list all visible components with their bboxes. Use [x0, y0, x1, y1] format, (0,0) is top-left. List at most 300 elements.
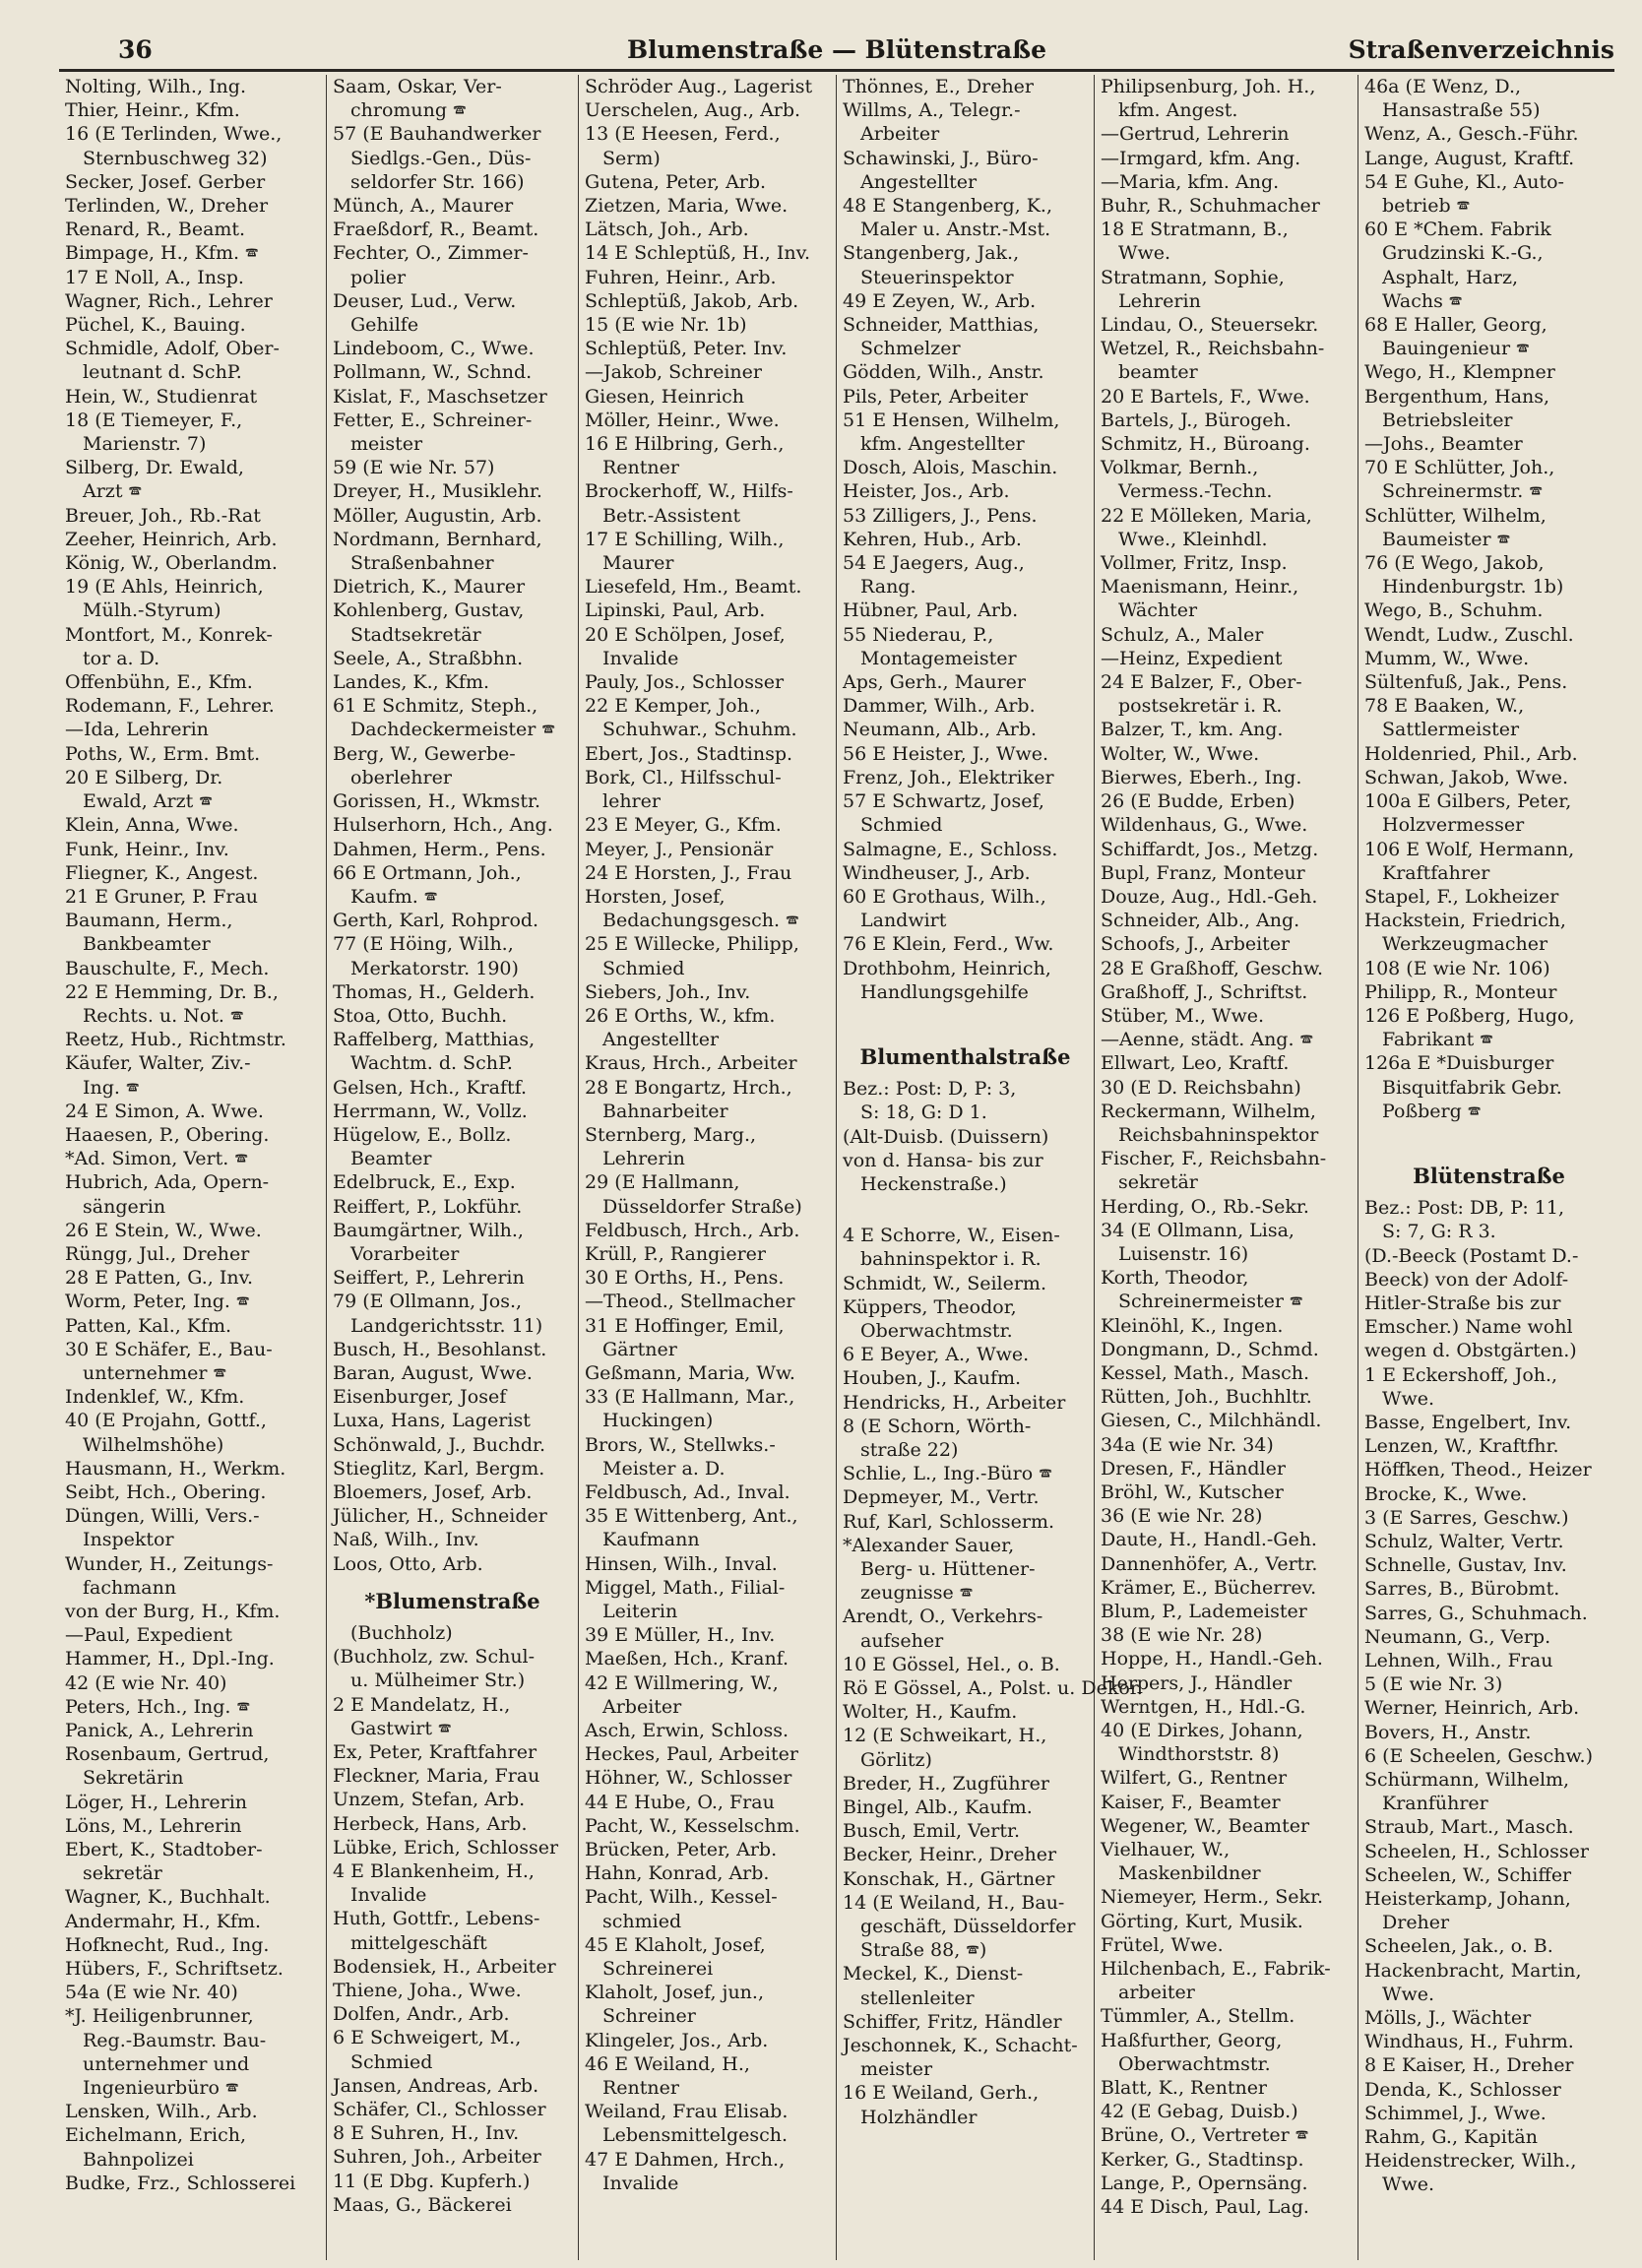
directory-entry: 60 E *Chem. Fabrik — [1364, 219, 1551, 241]
directory-entry: Montfort, M., Konrek- — [65, 623, 273, 646]
directory-entry: Loos, Otto, Arb. — [333, 1552, 483, 1575]
entry-continuation: Baumeister 🕿 — [1382, 528, 1511, 550]
directory-entry: Lange, August, Kraftf. — [1364, 147, 1575, 169]
directory-entry: 16 E Weiland, Gerh., — [843, 2082, 1040, 2105]
directory-entry: Seiffert, P., Lehrerin — [333, 1267, 525, 1290]
entry-continuation: Oberwachtmstr. — [1118, 2052, 1271, 2075]
entry-continuation: Bahnarbeiter — [602, 1100, 728, 1122]
directory-entry: —Irmgard, kfm. Ang. — [1101, 147, 1301, 169]
directory-entry: Asch, Erwin, Schloss. — [585, 1720, 789, 1742]
directory-entry: Thönnes, E., Dreher — [843, 76, 1035, 97]
entry-continuation: Bankbeamter — [83, 933, 211, 956]
entry-continuation: Invalide — [350, 1884, 427, 1907]
directory-entry: Huth, Gottfr., Lebens- — [333, 1908, 540, 1930]
directory-entry: Schawinski, J., Büro- — [843, 147, 1039, 169]
street-heading: Blütenstraße — [1413, 1163, 1565, 1188]
directory-entry: Hackstein, Friedrich, — [1364, 910, 1566, 932]
entry-continuation: Heckenstraße.) — [860, 1172, 1007, 1195]
directory-entry: Klein, Anna, Wwe. — [65, 814, 239, 837]
directory-entry: Wego, B., Schuhm. — [1364, 599, 1544, 622]
directory-entry: 31 E Hoffinger, Emil, — [585, 1314, 785, 1337]
directory-entry: Naß, Wilh., Inv. — [333, 1529, 479, 1551]
directory-entry: Neumann, Alb., Arb. — [843, 719, 1038, 741]
directory-entry: Kehren, Hub., Arb. — [843, 528, 1022, 550]
directory-entry: Herbeck, Hans, Arb. — [333, 1812, 528, 1835]
directory-entry: Daute, H., Handl.-Geh. — [1101, 1529, 1317, 1551]
directory-entry: Schimmel, J., Wwe. — [1364, 2102, 1547, 2124]
entry-continuation: Holzhändler — [860, 2106, 978, 2128]
directory-entry: Pacht, Wilh., Kessel- — [585, 1886, 778, 1909]
directory-entry: Herpers, J., Händler — [1101, 1671, 1293, 1694]
entry-continuation: Wwe. — [1118, 242, 1171, 265]
directory-entry: 12 (E Schweikart, H., — [843, 1725, 1047, 1747]
directory-entry: 17 E Noll, A., Insp. — [65, 266, 244, 288]
directory-entry: Vielhauer, W., — [1101, 1839, 1231, 1861]
directory-entry: Gutena, Peter, Arb. — [585, 170, 767, 193]
entry-continuation: Landwirt — [860, 910, 947, 932]
directory-entry: 20 E Silberg, Dr. — [65, 766, 223, 788]
directory-entry: 44 E Hube, O., Frau — [585, 1791, 775, 1813]
directory-entry: 14 E Schleptüß, H., Inv. — [585, 242, 811, 265]
directory-entry: 38 (E wie Nr. 28) — [1101, 1624, 1263, 1647]
directory-entry: Worm, Peter, Ing. 🕿 — [65, 1291, 250, 1313]
directory-entry: 30 E Orths, H., Pens. — [585, 1267, 785, 1290]
entry-continuation: Gehilfe — [350, 314, 419, 337]
entry-continuation: Wwe. — [1382, 1387, 1435, 1410]
directory-entry: Bloemers, Josef, Arb. — [333, 1480, 533, 1503]
entry-continuation: Siedlgs.-Gen., Düs- — [350, 147, 532, 169]
directory-entry: 24 E Horsten, J., Frau — [585, 861, 792, 884]
directory-entry: Fleckner, Maria, Frau — [333, 1765, 540, 1788]
directory-entry: Küppers, Theodor, — [843, 1295, 1017, 1318]
directory-entry: Giesen, Heinrich — [585, 385, 744, 408]
directory-entry: Straub, Mart., Masch. — [1364, 1816, 1574, 1839]
directory-entry: 1 E Eckershoff, Joh., — [1364, 1363, 1558, 1386]
directory-entry: Hügelow, E., Bollz. — [333, 1123, 512, 1146]
entry-continuation: Schuhwar., Schuhm. — [602, 719, 797, 741]
directory-entry: Bierwes, Eberh., Ing. — [1101, 766, 1302, 788]
directory-entry: Gerth, Karl, Rohprod. — [333, 910, 539, 932]
entry-continuation: sängerin — [83, 1195, 166, 1218]
directory-entry: *Alexander Sauer, — [843, 1534, 1015, 1556]
directory-entry: Schmitz, H., Büroang. — [1101, 433, 1310, 456]
directory-entry: Schnelle, Gustav, Inv. — [1364, 1554, 1567, 1577]
entry-continuation: Marienstr. 7) — [83, 433, 207, 456]
spacer — [1364, 1123, 1613, 1151]
directory-entry: Wendt, Ludw., Zuschl. — [1364, 623, 1574, 646]
entry-continuation: Wwe., Kleinhdl. — [1118, 528, 1268, 550]
directory-entry: 22 E Kemper, Joh., — [585, 695, 761, 718]
directory-entry: Feldbusch, Hrch., Arb. — [585, 1219, 800, 1241]
directory-entry: Hübner, Paul, Arb. — [843, 599, 1019, 622]
directory-entry: Kislat, F., Maschsetzer — [333, 385, 547, 408]
directory-entry: Peters, Hch., Ing. 🕿 — [65, 1695, 251, 1718]
directory-entry: Wetzel, R., Reichsbahn- — [1101, 338, 1325, 360]
directory-entry: Bimpage, H., Kfm. 🕿 — [65, 242, 259, 265]
column-3 — [579, 75, 837, 2260]
directory-entry: —Jakob, Schreiner — [585, 361, 762, 384]
directory-entry: Thiene, Joha., Wwe. — [333, 1980, 522, 2002]
directory-entry: Kessel, Math., Masch. — [1101, 1361, 1310, 1384]
entry-continuation: oberlehrer — [350, 766, 452, 788]
entry-continuation: seldorfer Str. 166) — [350, 170, 525, 193]
directory-entry: Heisterkamp, Johann, — [1364, 1888, 1571, 1911]
entry-continuation: Invalide — [602, 647, 679, 669]
directory-entry: Fliegner, K., Angest. — [65, 861, 259, 884]
entry-continuation: polier — [350, 266, 407, 288]
directory-entry: Bez.: Post: DB, P: 11, — [1364, 1197, 1565, 1220]
directory-entry: 44 E Disch, Paul, Lag. — [1101, 2196, 1309, 2219]
directory-entry: —Ida, Lehrerin — [65, 719, 209, 741]
entry-continuation: Ingenieurbüro 🕿 — [83, 2077, 239, 2100]
entry-continuation: bahninspektor i. R. — [860, 1248, 1042, 1271]
directory-entry: 54 E Jaegers, Aug., — [843, 552, 1025, 575]
directory-entry: Denda, K., Schlosser — [1364, 2078, 1561, 2101]
directory-entry: Patten, Kal., Kfm. — [65, 1314, 232, 1337]
directory-entry: Sarres, G., Schuhmach. — [1364, 1602, 1588, 1624]
entry-continuation: kfm. Angestellter — [860, 433, 1025, 456]
directory-entry: Feldbusch, Ad., Inval. — [585, 1480, 790, 1503]
directory-entry: Raffelberg, Matthias, — [333, 1029, 536, 1051]
directory-entry: Düngen, Willi, Vers.- — [65, 1505, 260, 1528]
entry-continuation: Wwe. — [1382, 2174, 1435, 2196]
directory-entry: (Alt-Duisb. (Duissern) — [843, 1125, 1049, 1148]
directory-entry: —Theod., Stellmacher — [585, 1291, 795, 1313]
directory-entry: Ebert, Jos., Stadtinsp. — [585, 742, 793, 765]
directory-entry: 35 E Wittenberg, Ant., — [585, 1505, 798, 1528]
directory-entry: Dahmen, Herm., Pens. — [333, 838, 546, 860]
directory-entry: Wildenhaus, G., Wwe. — [1101, 814, 1308, 837]
directory-entry: Giesen, C., Milchhändl. — [1101, 1410, 1322, 1432]
directory-entry: Douze, Aug., Hdl.-Geh. — [1101, 885, 1318, 908]
directory-entry: Schönwald, J., Buchdr. — [333, 1433, 546, 1456]
entry-continuation: Schreiner — [602, 2005, 696, 2028]
entry-continuation: Dreher — [1382, 1912, 1450, 1934]
directory-entry: Dammer, Wilh., Arb. — [843, 695, 1036, 718]
entry-continuation: Wachs 🕿 — [1382, 289, 1463, 312]
directory-entry: *Ad. Simon, Vert. 🕿 — [65, 1148, 248, 1170]
directory-entry: Brüne, O., Vertreter 🕿 — [1101, 2124, 1309, 2147]
directory-entry: 33 (E Hallmann, Mar., — [585, 1386, 795, 1409]
directory-entry: Hackenbracht, Martin, — [1364, 1959, 1582, 1982]
directory-entry: Meyer, J., Pensionär — [585, 838, 774, 860]
directory-entry: Weiland, Frau Elisab. — [585, 2101, 789, 2123]
directory-entry: Mölls, J., Wächter — [1364, 2007, 1532, 2030]
directory-entry: Herding, O., Rb.-Sekr. — [1101, 1195, 1309, 1218]
entry-continuation: unternehmer 🕿 — [83, 1361, 227, 1384]
directory-entry: Fischer, F., Reichsbahn- — [1101, 1148, 1327, 1170]
street-heading: Blumenthalstraße — [859, 1043, 1071, 1069]
directory-entry: Höffken, Theod., Heizer — [1364, 1459, 1592, 1481]
directory-entry: Rüngg, Jul., Dreher — [65, 1242, 250, 1265]
directory-entry: 29 (E Hallmann, — [585, 1171, 740, 1194]
entry-continuation: Montagemeister — [860, 647, 1017, 669]
directory-entry: Hilchenbach, E., Fabrik- — [1101, 1958, 1331, 1981]
directory-entry: Fechter, O., Zimmer- — [333, 242, 529, 265]
directory-entry: Bingel, Alb., Kaufm. — [843, 1796, 1033, 1819]
entry-continuation: Lebensmittelgesch. — [602, 2124, 789, 2147]
directory-entry: Busch, H., Besohlanst. — [333, 1338, 547, 1360]
directory-entry: Fraeßdorf, R., Beamt. — [333, 219, 539, 241]
directory-entry: 45 E Klaholt, Josef, — [585, 1933, 766, 1956]
entry-continuation: Oberwachtmstr. — [860, 1319, 1013, 1342]
directory-entry: 57 E Schwartz, Josef, — [843, 790, 1044, 813]
entry-continuation: Bedachungsgesch. 🕿 — [602, 910, 799, 932]
entry-continuation: Landgerichtsstr. 11) — [350, 1314, 543, 1337]
entry-continuation: Asphalt, Harz, — [1382, 266, 1519, 288]
entry-continuation: Wachtm. d. SchP. — [350, 1052, 513, 1075]
directory-entry: Hendricks, H., Arbeiter — [843, 1391, 1066, 1414]
directory-entry: Gelsen, Hch., Kraftf. — [333, 1076, 528, 1099]
directory-entry: von d. Hansa- bis zur — [843, 1149, 1043, 1171]
directory-entry: Herrmann, W., Vollz. — [333, 1100, 528, 1122]
directory-entry: 76 (E Wego, Jakob, — [1364, 552, 1545, 575]
directory-entry: 15 (E wie Nr. 1b) — [585, 314, 747, 337]
directory-entry: Pacht, W., Kesselschm. — [585, 1814, 800, 1837]
entry-continuation: Reichsbahninspektor — [1118, 1123, 1319, 1146]
directory-entry: Wolter, W., Wwe. — [1101, 742, 1260, 765]
directory-entry: 49 E Zeyen, W., Arb. — [843, 289, 1037, 312]
entry-continuation: Kaufm. 🕿 — [350, 885, 438, 908]
directory-entry: Wunder, H., Zeitungs- — [65, 1552, 274, 1575]
directory-entry: 42 (E Gebag, Duisb.) — [1101, 2101, 1298, 2123]
directory-entry: *J. Heiligenbrunner, — [65, 2005, 254, 2028]
column-4 — [837, 75, 1143, 2260]
directory-entry: Pils, Peter, Arbeiter — [843, 385, 1029, 408]
entry-continuation: unternehmer und — [83, 2052, 250, 2075]
directory-entry: Horsten, Josef, — [585, 885, 726, 908]
entry-continuation: tor a. D. — [83, 647, 160, 669]
directory-entry: Hofknecht, Rud., Ing. — [65, 1933, 270, 1956]
directory-entry: Geßmann, Maria, Ww. — [585, 1361, 795, 1384]
directory-entry: 18 E Stratmann, B., — [1101, 219, 1289, 241]
directory-entry: Lindeboom, C., Wwe. — [333, 338, 535, 360]
directory-entry: Baumann, Herm., — [65, 910, 233, 932]
directory-entry: Schlie, L., Ing.-Büro 🕿 — [843, 1463, 1052, 1485]
directory-entry: Gödden, Wilh., Anstr. — [843, 361, 1044, 384]
entry-continuation: Luisenstr. 16) — [1118, 1242, 1249, 1265]
directory-entry: 42 E Willmering, W., — [585, 1671, 779, 1694]
directory-entry: Bartels, J., Bürogeh. — [1101, 409, 1292, 431]
directory-entry: Landes, K., Kfm. — [333, 671, 490, 694]
entry-continuation: Rang. — [860, 576, 916, 598]
directory-entry: Secker, Josef. Gerber — [65, 170, 266, 193]
entry-continuation: stellenleiter — [860, 1986, 975, 2009]
directory-entry: Bergenthum, Hans, — [1364, 385, 1550, 408]
page-number: 36 — [118, 35, 153, 64]
directory-entry: 8 E Suhren, H., Inv. — [333, 2122, 520, 2145]
directory-entry: 53 Zilligers, J., Pens. — [843, 504, 1038, 527]
directory-entry: 34 (E Ollmann, Lisa, — [1101, 1219, 1295, 1241]
entry-continuation: Lehrerin — [1118, 289, 1201, 312]
directory-entry: Maenismann, Heinr., — [1101, 576, 1299, 598]
directory-entry: Löns, M., Lehrerin — [65, 1814, 242, 1837]
directory-entry: Schneider, Matthias, — [843, 314, 1040, 337]
entry-continuation: u. Mülheimer Str.) — [350, 1670, 526, 1692]
directory-entry: —Johs., Beamter — [1364, 433, 1523, 456]
directory-entry: 42 (E wie Nr. 40) — [65, 1671, 227, 1694]
entry-continuation: Schmied — [350, 2050, 433, 2073]
directory-entry: Stangenberg, Jak., — [843, 242, 1020, 265]
directory-entry: Bröhl, W., Kutscher — [1101, 1480, 1284, 1503]
directory-entry: Seele, A., Straßbhn. — [333, 647, 524, 669]
entry-continuation: Düsseldorfer Straße) — [602, 1195, 802, 1218]
directory-entry: 26 E Stein, W., Wwe. — [65, 1219, 262, 1241]
entry-continuation: Beamter — [350, 1148, 432, 1170]
directory-entry: Fuhren, Heinr., Arb. — [585, 266, 777, 288]
directory-entry: Jansen, Andreas, Arb. — [333, 2074, 539, 2097]
directory-entry: Ellwart, Leo, Kraftf. — [1101, 1052, 1290, 1075]
directory-entry: Budke, Frz., Schlosserei — [65, 2172, 296, 2194]
directory-entry: Basse, Engelbert, Inv. — [1364, 1411, 1572, 1433]
entry-continuation: Invalide — [602, 2172, 679, 2194]
directory-entry: 14 (E Weiland, H., Bau- — [843, 1891, 1065, 1914]
directory-entry: Lindau, O., Steuersekr. — [1101, 314, 1319, 337]
directory-entry: Poths, W., Erm. Bmt. — [65, 742, 261, 765]
entry-continuation: postsekretär i. R. — [1118, 695, 1283, 718]
directory-entry: Lensken, Wilh., Arb. — [65, 2101, 258, 2123]
directory-entry: 59 (E wie Nr. 57) — [333, 457, 495, 479]
entry-continuation: Straßenbahner — [350, 552, 494, 575]
directory-entry: Käufer, Walter, Ziv.- — [65, 1052, 251, 1075]
entry-continuation: Rentner — [602, 2077, 679, 2100]
directory-entry: Wilfert, G., Rentner — [1101, 1767, 1288, 1790]
directory-entry: Heister, Jos., Arb. — [843, 480, 1010, 503]
entry-continuation: Stadtsekretär — [350, 623, 481, 646]
directory-entry: Schmidt, W., Seilerm. — [843, 1272, 1046, 1294]
directory-entry: Schneider, Alb., Ang. — [1101, 910, 1300, 932]
directory-entry: 28 E Patten, G., Inv. — [65, 1267, 254, 1290]
directory-entry: Hammer, H., Dpl.-Ing. — [65, 1648, 275, 1670]
directory-entry: Kleinöhl, K., Ingen. — [1101, 1314, 1284, 1337]
entry-continuation: Sekretärin — [83, 1767, 184, 1790]
directory-entry: Schröder Aug., Lagerist — [585, 76, 813, 97]
directory-entry: Deuser, Lud., Verw. — [333, 289, 517, 312]
directory-entry: Bovers, H., Anstr. — [1364, 1721, 1532, 1743]
directory-entry: Pollmann, W., Schnd. — [333, 361, 533, 384]
directory-entry: Ebert, K., Stadtober- — [65, 1839, 263, 1861]
entry-continuation: Schmied — [860, 814, 943, 837]
directory-entry: Brockerhoff, W., Hilfs- — [585, 480, 793, 503]
directory-entry: Thomas, H., Gelderh. — [333, 980, 536, 1003]
directory-entry: Wagner, K., Buchhalt. — [65, 1886, 271, 1909]
directory-entry: 5 (E wie Nr. 3) — [1364, 1673, 1503, 1696]
entry-continuation: Maskenbildner — [1118, 1862, 1261, 1885]
directory-entry: Wagner, Rich., Lehrer — [65, 289, 273, 312]
directory-entry: von der Burg, H., Kfm. — [65, 1601, 281, 1622]
directory-entry: Klingeler, Jos., Arb. — [585, 2029, 769, 2051]
entry-continuation: Lehrerin — [602, 1148, 685, 1170]
entry-continuation: Poßberg 🕿 — [1382, 1100, 1482, 1122]
spacer — [843, 1196, 1088, 1224]
directory-entry: Miggel, Math., Filial- — [585, 1576, 786, 1599]
directory-entry: 54a (E wie Nr. 40) — [65, 1982, 238, 2004]
directory-entry: Görting, Kurt, Musik. — [1101, 1910, 1303, 1932]
directory-entry: 30 (E D. Reichsbahn) — [1101, 1076, 1301, 1099]
directory-entry: Jeschonnek, K., Schacht- — [843, 2035, 1078, 2057]
directory-entry: 19 (E Ahls, Heinrich, — [65, 576, 264, 598]
directory-entry: 54 E Guhe, Kl., Auto- — [1364, 170, 1564, 193]
directory-entry: Neumann, G., Verp. — [1364, 1625, 1551, 1648]
entry-continuation: arbeiter — [1118, 1982, 1195, 2004]
entry-continuation: Merkatorstr. 190) — [350, 957, 519, 979]
directory-entry: Balzer, T., km. Ang. — [1101, 719, 1284, 741]
directory-entry: Brocke, K., Wwe. — [1364, 1482, 1528, 1505]
entry-continuation: Inspektor — [83, 1529, 174, 1551]
directory-entry: Windhaus, H., Fuhrm. — [1364, 2031, 1574, 2053]
directory-entry: Lenzen, W., Kraftfhr. — [1364, 1435, 1559, 1458]
directory-entry: 30 E Schäfer, E., Bau- — [65, 1338, 273, 1360]
directory-entry: Stieglitz, Karl, Bergm. — [333, 1457, 545, 1480]
directory-entry: 6 E Beyer, A., Wwe. — [843, 1344, 1030, 1366]
directory-entry: Blatt, K., Rentner — [1101, 2077, 1268, 2100]
directory-entry: Reckermann, Wilhelm, — [1101, 1100, 1316, 1122]
entry-continuation: Huckingen) — [602, 1410, 714, 1432]
entry-continuation: Görlitz) — [860, 1748, 932, 1771]
columns — [59, 75, 1619, 2260]
directory-entry: Bauschulte, F., Mech. — [65, 957, 270, 979]
entry-continuation: Windthorststr. 8) — [1118, 1743, 1280, 1766]
directory-entry: Houben, J., Kaufm. — [843, 1367, 1022, 1390]
directory-entry: Kraus, Hrch., Arbeiter — [585, 1052, 797, 1075]
directory-entry: 66 E Ortmann, Joh., — [333, 861, 522, 884]
directory-entry: 68 E Haller, Georg, — [1364, 314, 1547, 337]
directory-entry: Maeßen, Hch., Kranf. — [585, 1648, 789, 1670]
directory-entry: Gorissen, H., Wkmstr. — [333, 790, 541, 813]
directory-entry: Lange, P., Opernsäng. — [1101, 2172, 1308, 2194]
directory-entry: 36 (E wie Nr. 28) — [1101, 1505, 1263, 1528]
entry-continuation: schmied — [602, 1910, 682, 1932]
directory-entry: Dannenhöfer, A., Vertr. — [1101, 1552, 1318, 1575]
directory-entry: 24 E Balzer, F., Ober- — [1101, 671, 1302, 694]
directory-entry: Reiffert, P., Lokführ. — [333, 1195, 523, 1218]
directory-entry: 17 E Schilling, Wilh., — [585, 528, 785, 550]
directory-entry: 22 E Mölleken, Maria, — [1101, 504, 1312, 527]
entry-continuation: Arzt 🕿 — [83, 480, 143, 503]
entry-continuation: Schreinermeister 🕿 — [1118, 1291, 1303, 1313]
entry-continuation: Angestellter — [860, 170, 978, 193]
directory-entry: Wenz, A., Gesch.-Führ. — [1364, 123, 1579, 146]
entry-continuation: sekretär — [83, 1862, 162, 1885]
column-1 — [59, 75, 327, 2260]
directory-entry: Rö E Gössel, A., Polst. u. Dekor. — [843, 1677, 1143, 1699]
directory-entry: 126a E *Duisburger — [1364, 1052, 1554, 1075]
entry-continuation: Leiterin — [602, 1601, 678, 1622]
directory-entry: 56 E Heister, J., Wwe. — [843, 742, 1049, 765]
directory-entry: Dreyer, H., Musiklehr. — [333, 480, 542, 503]
directory-entry: 20 E Bartels, F., Wwe. — [1101, 385, 1310, 408]
directory-entry: 106 E Wolf, Hermann, — [1364, 838, 1575, 860]
directory-entry: Buhr, R., Schuhmacher — [1101, 195, 1320, 218]
directory-entry: Reetz, Hub., Richtmstr. — [65, 1029, 286, 1051]
entry-continuation: (Buchholz) — [350, 1622, 453, 1644]
entry-continuation: Hindenburgstr. 1b) — [1382, 576, 1564, 598]
directory-entry: Schäfer, Cl., Schlosser — [333, 2099, 546, 2121]
directory-entry: —Paul, Expedient — [65, 1624, 232, 1647]
directory-entry: Saam, Oskar, Ver- — [333, 76, 502, 97]
entry-continuation: Schmelzer — [860, 338, 961, 360]
directory-entry: 10 E Gössel, Hel., o. B. — [843, 1653, 1060, 1675]
directory-entry: Wolter, H., Kaufm. — [843, 1701, 1018, 1724]
directory-entry: 77 (E Höing, Wilh., — [333, 933, 514, 956]
directory-entry: Schmidle, Adolf, Ober- — [65, 338, 280, 360]
directory-entry: Rosenbaum, Gertrud, — [65, 1743, 270, 1766]
directory-entry: Salmagne, E., Schloss. — [843, 838, 1058, 860]
directory-entry: Sternberg, Marg., — [585, 1123, 757, 1146]
directory-entry: Dresen, F., Händler — [1101, 1457, 1286, 1480]
entry-continuation: S: 18, G: D 1. — [860, 1102, 987, 1124]
directory-entry: Hausmann, H., Werkm. — [65, 1457, 286, 1480]
